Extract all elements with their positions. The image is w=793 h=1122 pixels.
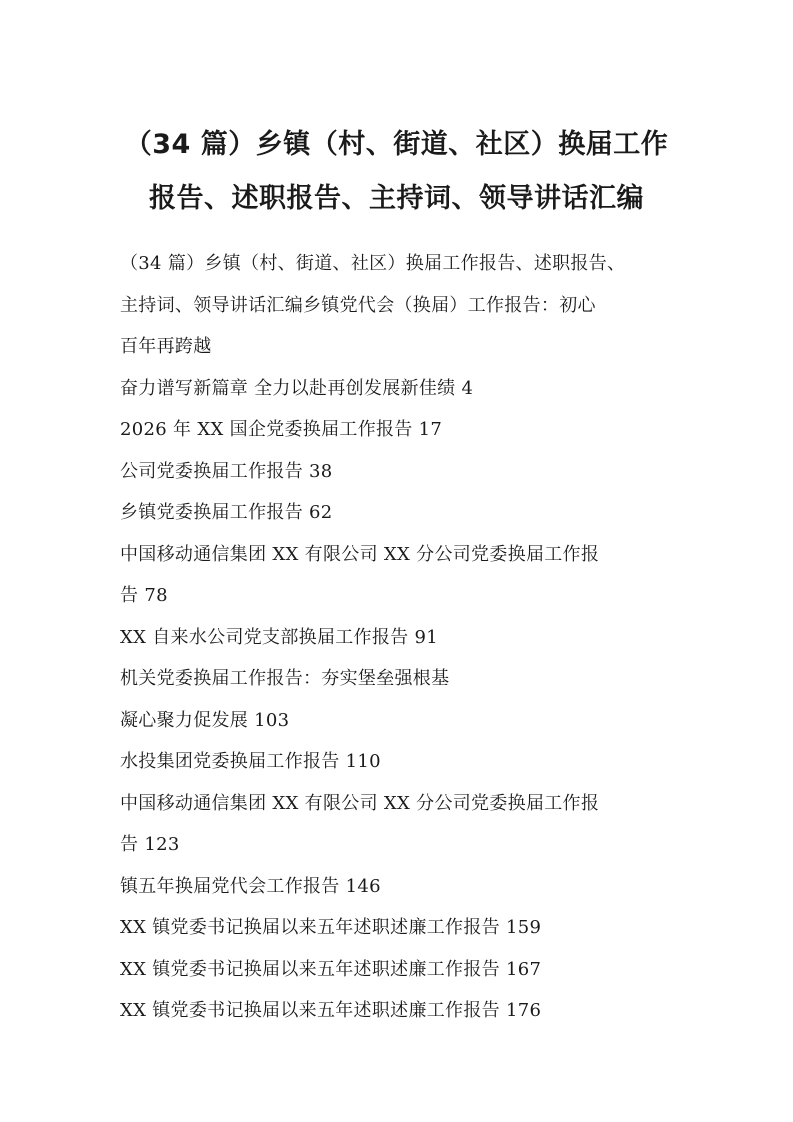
toc-line: 2026 年 XX 国企党委换届工作报告 17 [120, 419, 443, 440]
title-line-1: （34 篇）乡镇（村、街道、社区）换届工作 [124, 129, 669, 160]
toc-line: 百年再跨越 [120, 336, 212, 357]
toc-line: XX 镇党委书记换届以来五年述职述廉工作报告 176 [120, 1000, 542, 1021]
toc-line: 中国移动通信集团 XX 有限公司 XX 分公司党委换届工作报 [120, 543, 600, 565]
toc-line: 机关党委换届工作报告：夯实堡垒强根基 [120, 668, 450, 689]
toc-line: （34 篇）乡镇（村、街道、社区）换届工作报告、述职报告、 [120, 253, 626, 274]
toc-line: 中国移动通信集团 XX 有限公司 XX 分公司党委换届工作报 [120, 792, 600, 814]
toc-line: XX 镇党委书记换届以来五年述职述廉工作报告 167 [120, 958, 542, 980]
toc-line: 奋力谱写新篇章 全力以赴再创发展新佳绩 4 [120, 377, 474, 399]
toc-line: 镇五年换届党代会工作报告 146 [120, 875, 381, 897]
toc-line: 凝心聚力促发展 103 [120, 709, 290, 731]
toc-line: XX 镇党委书记换届以来五年述职述廉工作报告 159 [120, 917, 542, 938]
toc-line: 告 78 [120, 585, 168, 606]
toc-line: 告 123 [120, 834, 180, 855]
toc-line: 公司党委换届工作报告 38 [120, 460, 333, 482]
toc-line: XX 自来水公司党支部换届工作报告 91 [120, 626, 438, 648]
title-line-2: 报告、述职报告、主持词、领导讲话汇编 [149, 183, 644, 214]
toc-line: 水投集团党委换届工作报告 110 [120, 751, 381, 772]
document-title [100, 118, 693, 226]
toc-line: 主持词、领导讲话汇编乡镇党代会（换届）工作报告：初心 [120, 294, 596, 316]
table-of-contents [120, 243, 680, 1032]
toc-line: 乡镇党委换届工作报告 62 [120, 502, 333, 523]
